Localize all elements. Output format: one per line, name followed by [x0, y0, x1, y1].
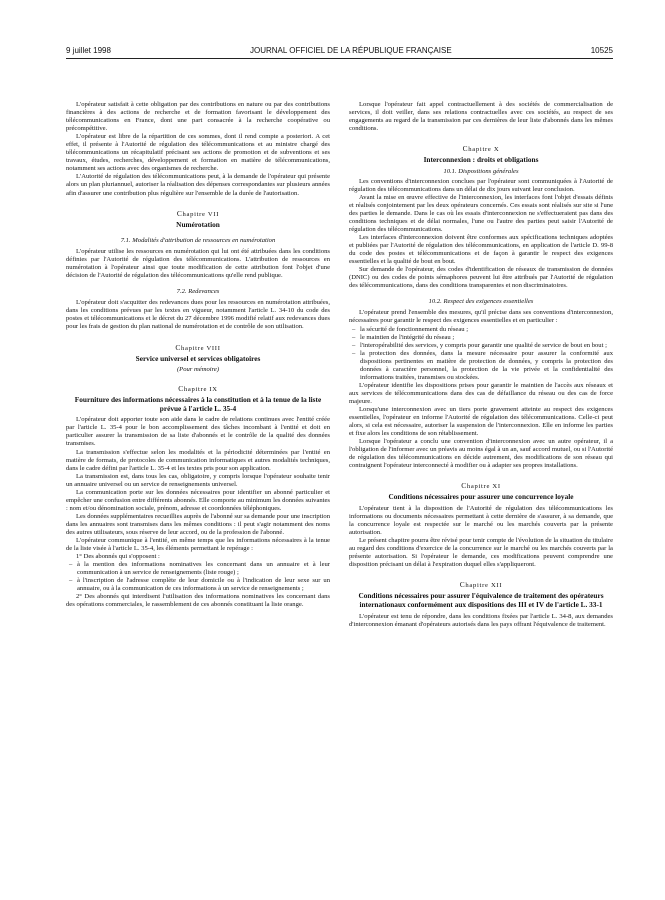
paragraph: Lorsque l'opérateur a conclu une convention d'interconnexion avec un autre opérateur, il a l'obligation de l'informer avec un préavis au moins égal à un an, sauf accord mutuel, ou si l'Autorité de régulation des télécommunications en décide autrement, des modifications de son réseau qui contraignent l'opérateur interconnecté à modifier ou à adapter ses propres installations.: [349, 438, 613, 470]
list-item: – la sécurité de fonctionnement du réseau ;: [352, 325, 469, 333]
chapter-title: Conditions nécessaires pour assurer une concurrence loyale: [388, 492, 574, 502]
chapter-subtitle: (Pour mémoire): [176, 366, 220, 374]
section-heading: 10.2. Respect des exigences essentielles: [428, 298, 534, 306]
header-page-number: 10525: [590, 46, 613, 55]
header-journal-title: JOURNAL OFFICIEL DE LA RÉPUBLIQUE FRANÇAISE: [249, 46, 452, 55]
paragraph: 1° Des abonnés qui s'opposent :: [76, 553, 160, 561]
list-item: – l'interopérabilité des services, y compris pour garantir une qualité de service de bout en bout ;: [352, 341, 607, 349]
chapter-heading: Chapitre VII: [176, 208, 220, 218]
chapter-heading: Chapitre VIII: [175, 342, 221, 352]
paragraph: Les interfaces d'interconnexion doivent être conformes aux spécifications techniques adoptées et publiées par l'Autorité de régulation des télécommunications, en application de l'article D. 99-8 du code des postes et télécommunications et de façon à garantir le respect des exigences essentielles et la qualité de bout en bout.: [349, 234, 613, 266]
chapter-title: Fourniture des informations nécessaires à la constitution et à la tenue de la liste prévue à l'article L. 35-4: [74, 395, 322, 413]
list-item: – la protection des données, dans la mesure nécessaire pour assurer la conformité aux dispositions pertinentes en matière de protection de données, y compris la protection des données à caractère personnel, la protection de la vie privée et la confidentialité des informations traitées, transmises ou stockées.: [352, 349, 613, 381]
page-header: [66, 46, 613, 59]
list-item: – le maintien de l'intégrité du réseau ;: [352, 333, 455, 341]
paragraph: L'opérateur satisfait à cette obligation par des contributions en nature ou par des contributions financières à des actions de recherche et de formation favorisant le développement des télécommunications en France, dont une part consacrée à la recherche coopérative ou précompétitive.: [66, 101, 330, 133]
list-item-text: le maintien de l'intégrité du réseau ;: [360, 333, 455, 341]
list-item-text: la sécurité de fonctionnement du réseau ;: [360, 325, 469, 333]
section-heading: 7.1. Modalités d'attribution de ressources en numérotation: [120, 237, 276, 245]
chapter-title: Service universel et services obligatoires: [135, 353, 261, 363]
list-item: – à l'inscription de l'adresse complète de leur domicile ou à l'indication de leur sexe sur un annuaire, ou à la communication de ces informations à un service de renseignements ;: [69, 577, 330, 593]
paragraph: Lorsqu'une interconnexion avec un tiers porte gravement atteinte au respect des exigences essentielles, l'opérateur en informe l'Autorité de régulation des télécommunications. Celle-ci peut alors, si cela est nécessaire, autoriser la suspension de l'interconnexion. Elle en informe les parties et fixe alors les conditions de son rétablissement.: [349, 406, 613, 438]
paragraph: Les données supplémentaires recueillies auprès de l'abonné sur sa demande pour une inscription dans les annuaires sont transmises dans les mêmes conditions : il peut s'agir notamment des noms des autres utilisateurs, sous réserve de leur accord, ou de la profession de l'abonné.: [66, 512, 330, 536]
paragraph: L'opérateur est libre de la répartition de ces sommes, dont il rend compte a posteriori. A cet effet, il présente à l'Autorité de régulation des télécommunications et au ministre chargé des télécommunications un récapitulatif précisant ses actions de promotion et de subventions et ses travaux, études, recherches, développement et formation en matière de télécommunications, notamment ses actions avec des organismes de recherche.: [66, 133, 330, 173]
chapter-title: Interconnexion : droits et obligations: [423, 155, 539, 165]
paragraph: La communication porte sur les données nécessaires pour identifier un abonné particulier et empêcher une confusion entre différents abonnés. Elle comporte au minimum les données suivantes : nom et/ou dénomination sociale, prénom, adresse et coordonnées téléphoniques.: [66, 488, 330, 512]
paragraph: L'opérateur communique à l'entité, en même temps que les informations nécessaires à la tenue de la liste visée à l'article L. 35-4, les éléments permettant le repérage :: [66, 537, 330, 553]
list-item: – à la mention des informations nominatives les concernant dans un annuaire et à leur communication à un service de renseignements (liste rouge) ;: [69, 561, 330, 577]
header-date: 9 juillet 1998: [66, 46, 111, 55]
paragraph: La transmission s'effectue selon les modalités et la périodicité déterminées par l'entité en matière de formats, de protocoles de communication informatiques et autres modalités techniques, dans le cadre défini par l'article L. 35-4 et les textes pris pour son application.: [66, 448, 330, 472]
paragraph: L'opérateur tient à la disposition de l'Autorité de régulation des télécommunications les informations ou documents nécessaires permettant à cette dernière de s'assurer, à sa demande, que la concurrence loyale est respectée sur le marché ou les marchés couverts par la présente autorisation.: [349, 504, 613, 537]
paragraph: L'opérateur identifie les dispositions prises pour garantir le maintien de l'accès aux réseaux et aux services de télécommunications dans des cas de défaillance du réseau ou des cas de force majeure.: [349, 381, 613, 405]
paragraph: La transmission est, dans tous les cas, obligatoire, y compris lorsque l'opérateur souhaite tenir un annuaire universel ou un service de renseignements universel.: [66, 472, 330, 488]
paragraph: L'opérateur doit apporter toute son aide dans le cadre de relations continues avec l'entité créée par l'article L. 35-4 pour le bon accomplissement des tâches incombant à l'entité et doit en particulier assurer la transmission de sa liste d'abonnés et le contrôle de la qualité des données transmises.: [66, 416, 330, 448]
section-heading: 7.2. Redevances: [176, 288, 220, 296]
left-column: [66, 101, 330, 629]
chapter-heading: Chapitre XI: [461, 481, 501, 491]
paragraph: L'opérateur est tenu de répondre, dans les conditions fixées par l'article L. 34-8, aux demandes d'interconnexion émanant d'opérateurs autorisés dans les pays offrant l'équivalence de traitement.: [349, 612, 613, 628]
list-item-text: la protection des données, dans la mesure nécessaire pour assurer la conformité aux dispositions pertinentes en matière de protection de données, y compris la protection des données à caractère personnel, la protection de la vie privée et la confidentialité des informations traitées, transmises ou stockées.: [360, 349, 613, 381]
paragraph: L'Autorité de régulation des télécommunications peut, à la demande de l'opérateur qui présente alors un plan pluriannuel, autoriser la réalisation des dépenses correspondantes sur plusieurs années afin d'assurer une contribution plus régulière sur l'ensemble de la durée de l'autorisation.: [66, 173, 330, 197]
list-item-text: l'interopérabilité des services, y compris pour garantir une qualité de service de bout en bout ;: [360, 341, 607, 349]
paragraph: Lorsque l'opérateur fait appel contractuellement à des sociétés de commercialisation de services, il doit veiller, dans ses relations contractuelles avec ces sociétés, au respect de ses engagements au regard de la transmission par ces dernières de leur liste d'abonnés dans les mêmes conditions.: [349, 101, 613, 133]
paragraph: L'opérateur utilise les ressources en numérotation qui lui ont été attribuées dans les conditions définies par l'Autorité de régulation des télécommunications. L'attribution de ressources en numérotation à l'opérateur ainsi que toute modification de cette attribution font l'objet d'une décision de l'Autorité de régulation des télécommunications qu'elle rend publique.: [66, 248, 330, 280]
chapter-heading: Chapitre XII: [459, 580, 503, 590]
chapter-title: Numérotation: [176, 219, 220, 229]
chapter-heading: Chapitre X: [462, 144, 500, 154]
paragraph: Avant la mise en œuvre effective de l'interconnexion, les interfaces font l'objet d'essais définis et réalisés conjointement par les deux opérateurs concernés. Ces essais sont réalisés sur site si l'une des parties le demande. Dans le cas où les essais d'interconnexion ne s'effectueraient pas dans des conditions techniques et de délai normales, l'une ou l'autre des parties peut saisir l'Autorité de régulation des télécommunications.: [349, 193, 613, 234]
paragraph: 2° Des abonnés qui interdisent l'utilisation des informations nominatives les concernant dans des opérations commerciales, le rassemblement de ces abonnés constituant la liste orange.: [66, 593, 330, 609]
paragraph: Sur demande de l'opérateur, des codes d'identification de réseaux de transmission de données (DNIC) ou des codes de points sémaphores peuvent lui être attribués par l'Autorité de régulation des télécommunications, dans des conditions transparentes et non discriminatoires.: [349, 266, 613, 290]
paragraph: L'opérateur doit s'acquitter des redevances dues pour les ressources en numérotation attribuées, dans les conditions prévues par les textes en vigueur, notamment l'article L. 34-10 du code des postes et télécommunications et le décret du 27 décembre 1996 modifié relatif aux redevances dues pour les frais de gestion du plan national de numérotation et de contrôle de son utilisation.: [66, 299, 330, 331]
paragraph: Les conventions d'interconnexion conclues par l'opérateur sont communiquées à l'Autorité de régulation des télécommunications dans un délai de dix jours suivant leur conclusion.: [349, 177, 613, 193]
chapter-heading: Chapitre IX: [178, 384, 218, 394]
right-column: [349, 101, 613, 629]
section-heading: 10.1. Dispositions générales: [443, 167, 519, 175]
list-item-text: à l'inscription de l'adresse complète de leur domicile ou à l'indication de leur sexe sur un annuaire, ou à la communication de ces informations à un service de renseignements ;: [77, 577, 330, 593]
paragraph: L'opérateur prend l'ensemble des mesures, qu'il précise dans ses conventions d'interconnexion, nécessaires pour garantir le respect des exigences essentielles et en particulier :: [349, 309, 613, 325]
chapter-title: Conditions nécessaires pour assurer l'équivalence de traitement des opérateurs internationaux conformément aux dispositions des III et IV de l'article L. 33-1: [358, 591, 604, 609]
paragraph: Le présent chapitre pourra être révisé pour tenir compte de l'évolution de la situation du titulaire au regard des conditions d'exercice de la concurrence sur le marché ou les marchés couverts par la présente autorisation. Si l'opérateur le demande, ces modifications peuvent comprendre une disposition précisant un délai à l'expiration duquel elles s'appliqueront.: [349, 537, 613, 569]
list-item-text: à la mention des informations nominatives les concernant dans un annuaire et à leur communication à un service de renseignements (liste rouge) ;: [77, 561, 330, 577]
